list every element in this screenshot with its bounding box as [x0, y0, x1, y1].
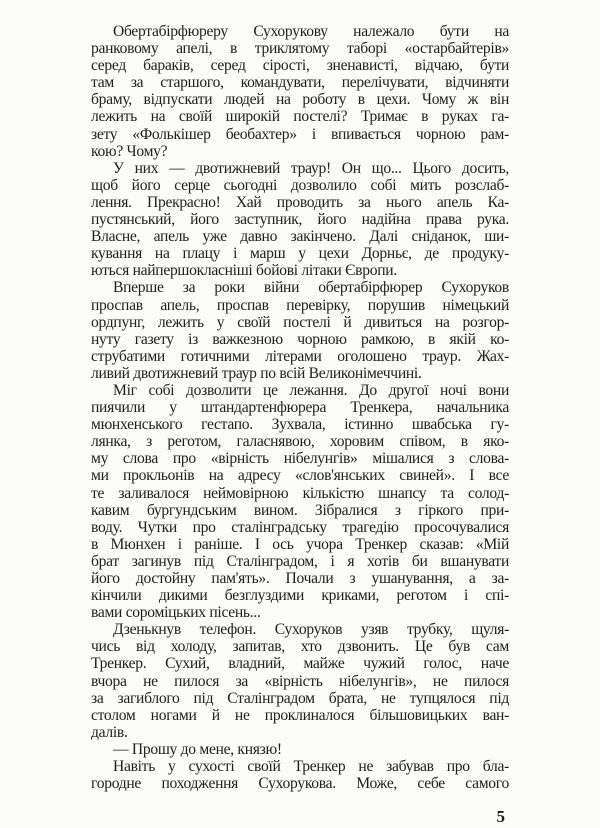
text-line: далів.: [91, 723, 128, 741]
text-line: Тренкер. Сухий, владний, майже чужий голос, наче: [91, 655, 509, 673]
text-line: кінчили дикими безглуздими криками, реготом і спі-: [91, 587, 509, 605]
paragraph: [91, 621, 509, 741]
text-line: кування на плацу і марш у цехи Дорньє, де продуку-: [91, 245, 509, 263]
text-line: лежить на своїй широкій постелі? Тримає в руках га-: [91, 108, 509, 126]
text-line: лення. Прекрасно! Хай проводить за нього апель Ка-: [91, 193, 509, 211]
paragraphs: [91, 23, 509, 792]
text-line: пустянський, його заступник, його надійна права рука.: [91, 211, 509, 229]
text-line: пиячили у штандартенфюрера Тренкера, начальника: [91, 399, 509, 417]
text-line: Власне, апель уже давно закінчено. Далі сніданок, ши-: [91, 228, 509, 246]
text-line: — Прошу до мене, князю!: [113, 740, 282, 758]
page-footer: [91, 807, 509, 828]
text-line: Вперше за роки війни обертабірфюрер Сухоруков: [113, 279, 509, 297]
paragraph: [91, 23, 509, 160]
text-line: проспав апель, проспав перевірку, порушив німецький: [91, 296, 509, 314]
text-line: чись від холоду, запитав, хто дзвонить. Це був сам: [91, 638, 509, 656]
text-line: У них — двотижневий траур! Он що... Цього досить,: [113, 159, 509, 177]
text-line: кою? Чому?: [91, 142, 168, 160]
text-line: нуту газету із важкезною чорною рамкою, в якій ко-: [91, 330, 509, 348]
text-line: мюнхенського гестапо. Зухвала, істинно швабська гу-: [91, 416, 509, 434]
text-line: городне походження Сухорукова. Може, себе самого: [91, 775, 509, 793]
text-line: воду. Чутки про сталінградську трагедію просочувалися: [91, 518, 509, 536]
text-line: там за старшого, командувати, перелічувати, відчиняти: [91, 74, 509, 92]
text-line: ми прокльонів на адресу «слов'янських свиней». І все: [91, 467, 509, 485]
text-line: Навіть у сухості своїй Тренкер не забував про бла-: [113, 758, 509, 776]
text-line: Міг собі дозволити це лежання. До другої ночі вони: [113, 381, 509, 399]
text-line: брат загинув під Сталінградом, і я хотів би вшанувати: [91, 552, 509, 570]
text-line: за загиблого під Сталінградом брата, не тупцялося під: [91, 689, 509, 707]
text-line: ранковому апелі, в триклятому таборі «остарбайтерів»: [91, 40, 509, 58]
text-line: браму, відпускати людей на роботу в цехи. Чому ж він: [91, 91, 509, 109]
text-line: те заливалося неймовірною кількістю шнапсу та солод-: [91, 484, 509, 502]
paragraph: [91, 741, 509, 758]
text-line: вчора не пилося за «вірність нібелунгів», не пилося: [91, 672, 509, 690]
text-line: ються найпершокласніші бойові літаки Європи.: [91, 262, 397, 280]
paragraph: [91, 382, 509, 621]
text-line: кавим бургундським вином. Зібралися з гіркого при-: [91, 501, 509, 519]
page-body-text: [91, 23, 509, 828]
text-line: вами сороміцьких пісень...: [91, 604, 261, 622]
text-line: ливий двотижневий траур по всій Великонімеччині.: [91, 364, 422, 382]
text-line: струбатими готичними літерами оголошено траур. Жах-: [91, 347, 509, 365]
text-line: лянка, з реготом, галаснявою, хоровим співом, в яко-: [91, 433, 509, 451]
text-line: серед бараків, серед сірості, зненависті, відчаю, бути: [91, 57, 509, 75]
text-line: столом ногами й не проклиналося більшовицьких ван-: [91, 706, 509, 724]
paragraph: [91, 758, 509, 792]
paragraph: [91, 160, 509, 280]
text-line: в Мюнхен і раніше. І ось учора Тренкер сказав: «Мій: [91, 535, 509, 553]
text-line: Дзенькнув телефон. Сухоруков узяв трубку, щуля-: [113, 621, 509, 639]
text-line: його достойну пам'ять». Почали з ушанування, а за-: [91, 570, 509, 587]
page-number: 5: [496, 807, 505, 827]
text-line: Обертабірфюреру Сухорукову належало бути на: [113, 23, 509, 40]
text-line: щоб його серце сьогодні дозволило собі мить розслаб-: [91, 176, 509, 194]
text-line: му слова про «вірність нібелунгів» мішалися з слова-: [91, 450, 509, 468]
text-line: зету «Фолькішер беобахтер» і впивається чорною рам-: [91, 125, 509, 143]
text-line: ордпунг, лежить у своїй постелі й дивиться на розгор-: [91, 313, 509, 331]
paragraph: [91, 279, 509, 382]
